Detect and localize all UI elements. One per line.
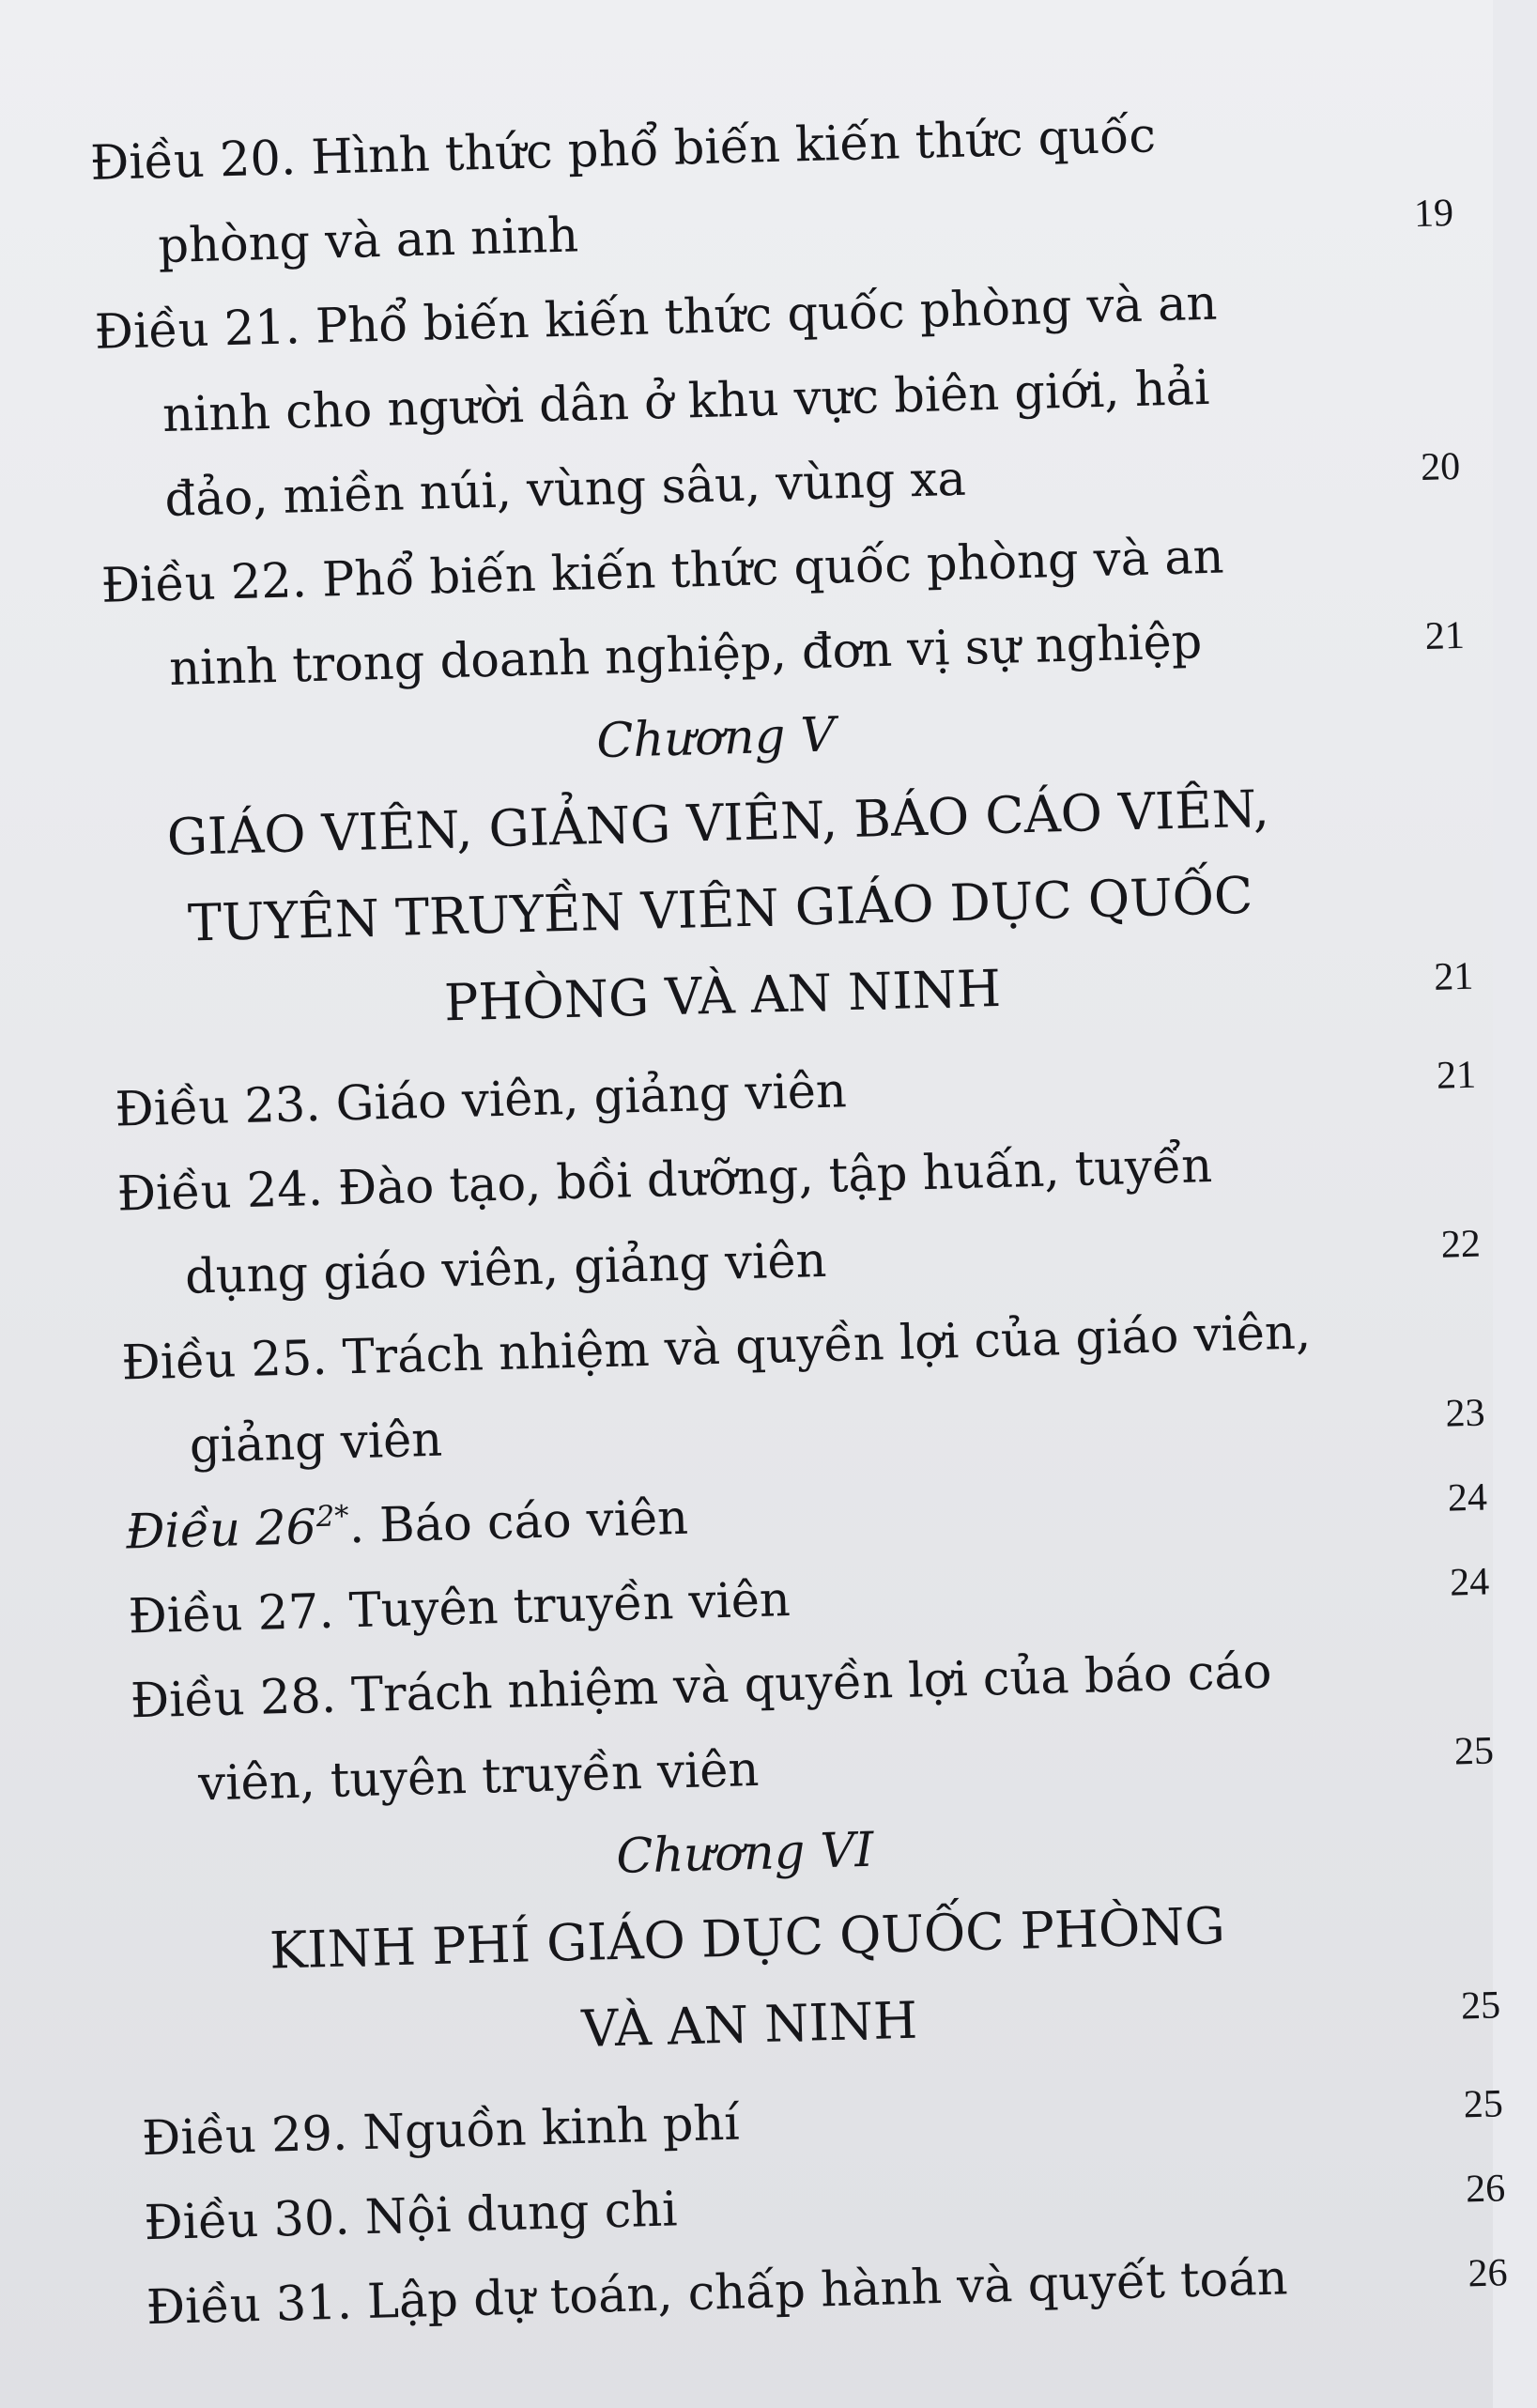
toc-entry-title: Điều 25. Trách nhiệm và quyền lợi của giáo viên, giảng viên — [120, 1304, 1312, 1474]
toc-entry-page: 21 — [1436, 1053, 1477, 1098]
chapter-heading — [107, 764, 1474, 1056]
chapter-title: GIÁO VIÊN, GIẢNG VIÊN, BÁO CÁO VIÊN, TUYÊN TRUYỀN VIÊN GIÁO DỤC QUỐC PHÒNG VÀ AN NINH — [166, 779, 1270, 1033]
toc-entry-page: 26 — [1467, 2251, 1509, 2296]
chapter-label: Chương V — [595, 707, 837, 770]
chapter-heading — [136, 1879, 1501, 2084]
toc-entry — [116, 1121, 1482, 1322]
toc-entry-page: 20 — [1420, 444, 1461, 489]
table-of-contents — [89, 85, 1537, 2351]
toc-entry-title: Điều 21. Phổ biến kiến thức quốc phòng và an ninh cho người dân ở khu vực biên giới, hải đảo, miền núi, vùng sâu, vùng xa — [94, 275, 1219, 529]
toc-entry-page: 25 — [1453, 1729, 1495, 1774]
chapter-page: 21 — [1433, 954, 1474, 999]
toc-entry-title: Điều 22. Phổ biến kiến thức quốc phòng và an ninh trong doanh nghiệp, đơn vị sự nghiệp — [100, 529, 1225, 697]
chapter-label: Chương VI — [615, 1822, 875, 1885]
toc-entry — [89, 90, 1454, 291]
toc-entry — [120, 1290, 1486, 1491]
toc-entry-title: Điều 27. Tuyên truyền viên — [127, 1572, 792, 1645]
toc-entry-title: Điều 23. Giáo viên, giảng viên — [114, 1063, 848, 1138]
toc-entry-title: Điều 28. Trách nhiệm và quyền lợi của báo cáo viên, tuyên truyền viên — [130, 1644, 1273, 1813]
chapter-title-line: VÀ AN NINH — [580, 1990, 918, 2059]
toc-entry-title: Điều 29. Nguồn kinh phí — [141, 2095, 741, 2168]
toc-entry-page: 22 — [1440, 1222, 1482, 1267]
toc-entry-title: Điều 24. Đào tạo, bồi dưỡng, tập huấn, tuyển dụng giáo viên, giảng viên — [116, 1138, 1213, 1305]
toc-entry — [130, 1628, 1495, 1829]
toc-entry — [94, 259, 1461, 545]
footnote-marker: 2* — [315, 1500, 349, 1535]
toc-entry-page: 24 — [1447, 1475, 1488, 1520]
toc-entry-page: 25 — [1463, 2082, 1504, 2127]
chapter-title-line: KINH PHÍ GIÁO DỤC QUỐC PHÒNG — [269, 1896, 1226, 1981]
toc-entry-page: 24 — [1449, 1560, 1490, 1605]
toc-entry-page: 26 — [1465, 2167, 1506, 2212]
toc-entry-page: 19 — [1413, 192, 1454, 237]
article-title: . Báo cáo viên — [348, 1490, 689, 1555]
toc-entry — [100, 513, 1466, 714]
article-number: Điều 26 — [125, 1500, 317, 1561]
toc-entry-page: 21 — [1424, 613, 1466, 658]
toc-entry-page: 23 — [1444, 1391, 1486, 1436]
chapter-page: 25 — [1460, 1984, 1501, 2029]
toc-entry-title: Điều 31. Lập dự toán, chấp hành và quyết toán — [146, 2250, 1289, 2337]
toc-entry-title: Điều 30. Nội dung chi — [143, 2182, 679, 2252]
toc-entry-title: Điều 20. Hình thức phổ biến kiến thức quốc phòng và an ninh — [89, 108, 1157, 275]
